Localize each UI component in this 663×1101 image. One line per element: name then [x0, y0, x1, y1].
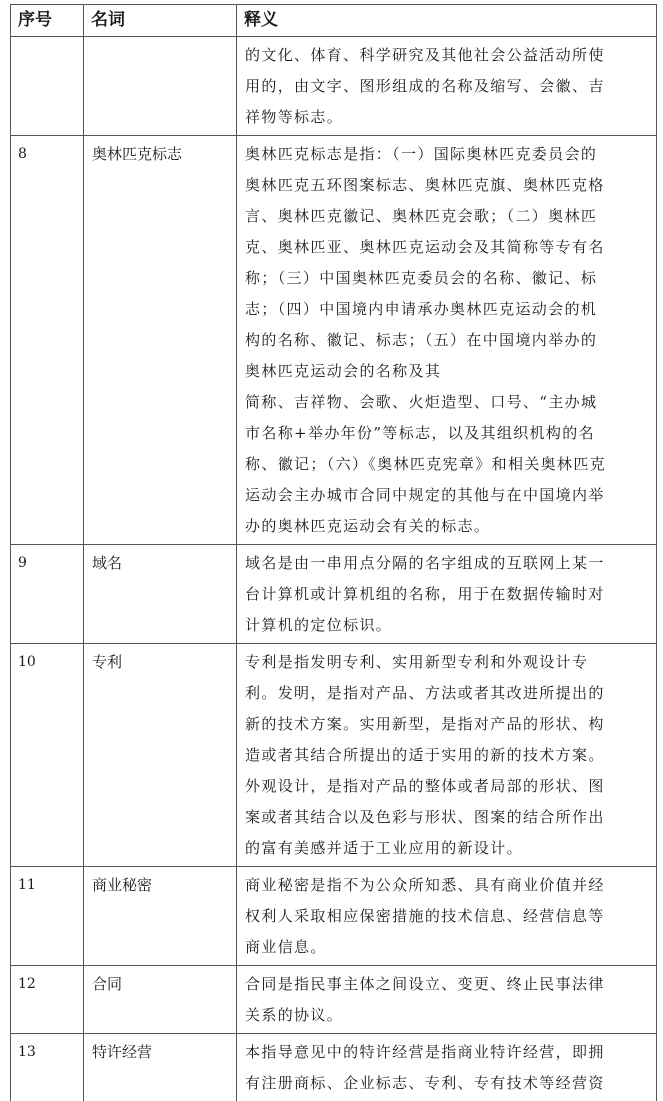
- row-definition: [237, 136, 657, 545]
- definition-line: 称、徽记；（六）《奥林匹克宪章》和相关奥林匹克: [245, 449, 650, 480]
- definition-line: 运动会主办城市合同中规定的其他与在中国境内举: [245, 480, 650, 511]
- header-row: [11, 5, 657, 37]
- row-term: 专利: [84, 644, 237, 867]
- row-term: 奥林匹克标志: [84, 136, 237, 545]
- table-row: [11, 1034, 657, 1101]
- header-serial-number: 序号: [11, 5, 84, 37]
- definition-line: 商业秘密是指不为公众所知悉、具有商业价值并经: [245, 870, 650, 901]
- table-row: [11, 966, 657, 1034]
- definition-line: 克、奥林匹亚、奥林匹克运动会及其简称等专有名: [245, 232, 650, 263]
- row-definition: [237, 1034, 657, 1101]
- row-number: 11: [11, 867, 84, 966]
- definition-line: 合同是指民事主体之间设立、变更、终止民事法律: [245, 969, 650, 1000]
- row-term: [84, 37, 237, 136]
- glossary-table: [10, 4, 657, 1101]
- row-number: 9: [11, 545, 84, 644]
- row-term: 合同: [84, 966, 237, 1034]
- row-term: 域名: [84, 545, 237, 644]
- row-definition: [237, 644, 657, 867]
- definition-line: 祥物等标志。: [245, 102, 650, 133]
- definition-line: 用的，由文字、图形组成的名称及缩写、会徽、吉: [245, 71, 650, 102]
- definition-line: 言、奥林匹克徽记、奥林匹克会歌；（二）奥林匹: [245, 201, 650, 232]
- row-definition: [237, 867, 657, 966]
- definition-line: 构的名称、徽记、标志；（五）在中国境内举办的: [245, 325, 650, 356]
- definition-line: 办的奥林匹克运动会有关的标志。: [245, 511, 650, 542]
- row-number: 12: [11, 966, 84, 1034]
- definition-line: 简称、吉祥物、会歌、火炬造型、口号、“主办城: [245, 387, 650, 418]
- definition-line: 的文化、体育、科学研究及其他社会公益活动所使: [245, 40, 650, 71]
- definition-line: 市名称+举办年份”等标志，以及其组织机构的名: [245, 418, 650, 449]
- definition-line: 案或者其结合以及色彩与形状、图案的结合所作出: [245, 802, 650, 833]
- definition-line: 计算机的定位标识。: [245, 610, 650, 641]
- definition-line: 专利是指发明专利、实用新型专利和外观设计专: [245, 647, 650, 678]
- table-row: [11, 37, 657, 136]
- definition-line: 关系的协议。: [245, 1000, 650, 1031]
- row-definition: [237, 966, 657, 1034]
- definition-line: 利。发明，是指对产品、方法或者其改进所提出的: [245, 678, 650, 709]
- table-row: [11, 545, 657, 644]
- table-row: [11, 136, 657, 545]
- row-term: 特许经营: [84, 1034, 237, 1101]
- definition-line: 本指导意见中的特许经营是指商业特许经营，即拥: [245, 1037, 650, 1068]
- definition-line: 新的技术方案。实用新型，是指对产品的形状、构: [245, 709, 650, 740]
- table-row: [11, 644, 657, 867]
- table-row: [11, 867, 657, 966]
- row-definition: [237, 545, 657, 644]
- row-number: 10: [11, 644, 84, 867]
- row-number: 13: [11, 1034, 84, 1101]
- definition-line: 奥林匹克五环图案标志、奥林匹克旗、奥林匹克格: [245, 170, 650, 201]
- definition-line: 志；（四）中国境内申请承办奥林匹克运动会的机: [245, 294, 650, 325]
- header-definition: 释义: [237, 5, 657, 37]
- definition-line: 权利人采取相应保密措施的技术信息、经营信息等: [245, 901, 650, 932]
- definition-line: 台计算机或计算机组的名称，用于在数据传输时对: [245, 579, 650, 610]
- header-term: 名词: [84, 5, 237, 37]
- definition-line: 域名是由一串用点分隔的名字组成的互联网上某一: [245, 548, 650, 579]
- definition-line: 商业信息。: [245, 932, 650, 963]
- definition-line: 的富有美感并适于工业应用的新设计。: [245, 833, 650, 864]
- definition-line: 有注册商标、企业标志、专利、专有技术等经营资: [245, 1068, 650, 1099]
- row-definition: [237, 37, 657, 136]
- definition-line: 奥林匹克运动会的名称及其: [245, 356, 650, 387]
- row-number: 8: [11, 136, 84, 545]
- definition-line: 奥林匹克标志是指：（一）国际奥林匹克委员会的: [245, 139, 650, 170]
- definition-line: 外观设计，是指对产品的整体或者局部的形状、图: [245, 771, 650, 802]
- row-number: [11, 37, 84, 136]
- definition-line: 称；（三）中国奥林匹克委员会的名称、徽记、标: [245, 263, 650, 294]
- definition-line: 造或者其结合所提出的适于实用的新的技术方案。: [245, 740, 650, 771]
- row-term: 商业秘密: [84, 867, 237, 966]
